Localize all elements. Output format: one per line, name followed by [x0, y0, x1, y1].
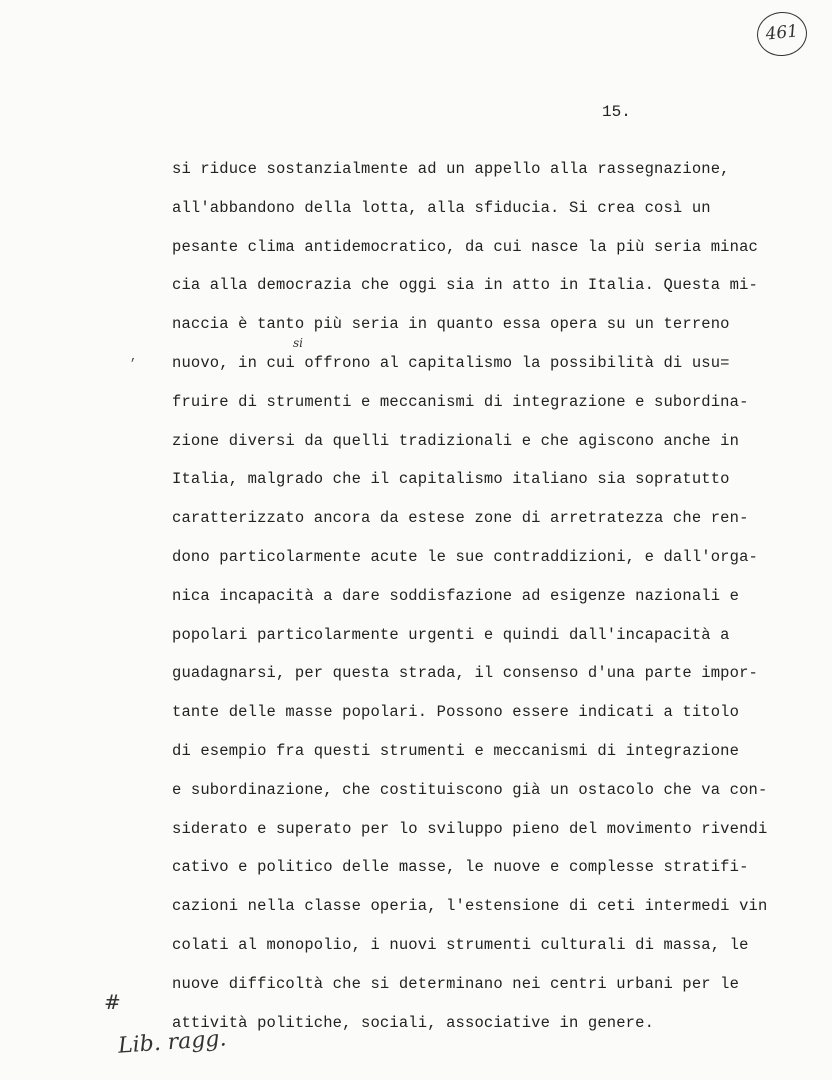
- margin-tick: ,: [130, 350, 138, 364]
- text-line: cazioni nella classe operia, l'estensione di ceti intermedi vin: [172, 897, 768, 916]
- text-line: colati al monopolio, i nuovi strumenti culturali di massa, le: [172, 935, 749, 954]
- text-line: all'abbandono della lotta, alla sfiducia. Si crea così un: [172, 198, 711, 217]
- text-line: zione diversi da quelli tradizionali e che agiscono anche in: [172, 431, 740, 450]
- text-line: nica incapacità a dare soddisfazione ad esigenze nazionali e: [172, 586, 740, 605]
- text-line: naccia è tanto più seria in quanto essa opera su un terreno: [172, 315, 730, 334]
- text-line: tante delle masse popolari. Possono essere indicati a titolo: [172, 703, 740, 722]
- handwritten-signature: Lib. ragg.: [117, 1026, 228, 1059]
- text-line: Italia, malgrado che il capitalismo italiano sia sopratutto: [172, 470, 730, 489]
- text-line: nuovo, in cui offrono al capitalismo la possibilità di usu=: [172, 353, 730, 372]
- text-line: cia alla democrazia che oggi sia in atto in Italia. Questa mi-: [172, 276, 758, 295]
- page-number: 15.: [602, 103, 631, 121]
- folio-stamp: 461: [755, 10, 809, 59]
- handwritten-margin-mark: #: [104, 990, 121, 1014]
- text-line: siderato e superato per lo sviluppo pieno del movimento rivendi: [172, 819, 768, 838]
- text-line: dono particolarmente acute le sue contraddizioni, e dall'orga-: [172, 547, 758, 566]
- text-line: caratterizzato ancora da estese zone di arretratezza che ren-: [172, 509, 749, 528]
- typed-paragraph: [172, 150, 812, 1042]
- text-line: si riduce sostanzialmente ad un appello alla rassegnazione,: [172, 160, 730, 178]
- text-line: di esempio fra questi strumenti e meccanismi di integrazione: [172, 741, 740, 760]
- text-line: pesante clima antidemocratico, da cui nasce la più seria minac: [172, 237, 758, 256]
- text-line: cativo e politico delle masse, le nuove e complesse stratifi-: [172, 858, 749, 877]
- text-line: guadagnarsi, per questa strada, il consenso d'una parte impor-: [172, 664, 758, 683]
- handwritten-insertion: si: [293, 336, 303, 350]
- text-line: e subordinazione, che costituiscono già un ostacolo che va con-: [172, 780, 768, 799]
- text-line: fruire di strumenti e meccanismi di integrazione e subordina-: [172, 392, 749, 411]
- text-line: attività politiche, sociali, associative in genere.: [172, 1013, 655, 1032]
- text-line: nuove difficoltà che si determinano nei centri urbani per le: [172, 974, 740, 993]
- text-line: popolari particolarmente urgenti e quindi dall'incapacità a: [172, 625, 730, 644]
